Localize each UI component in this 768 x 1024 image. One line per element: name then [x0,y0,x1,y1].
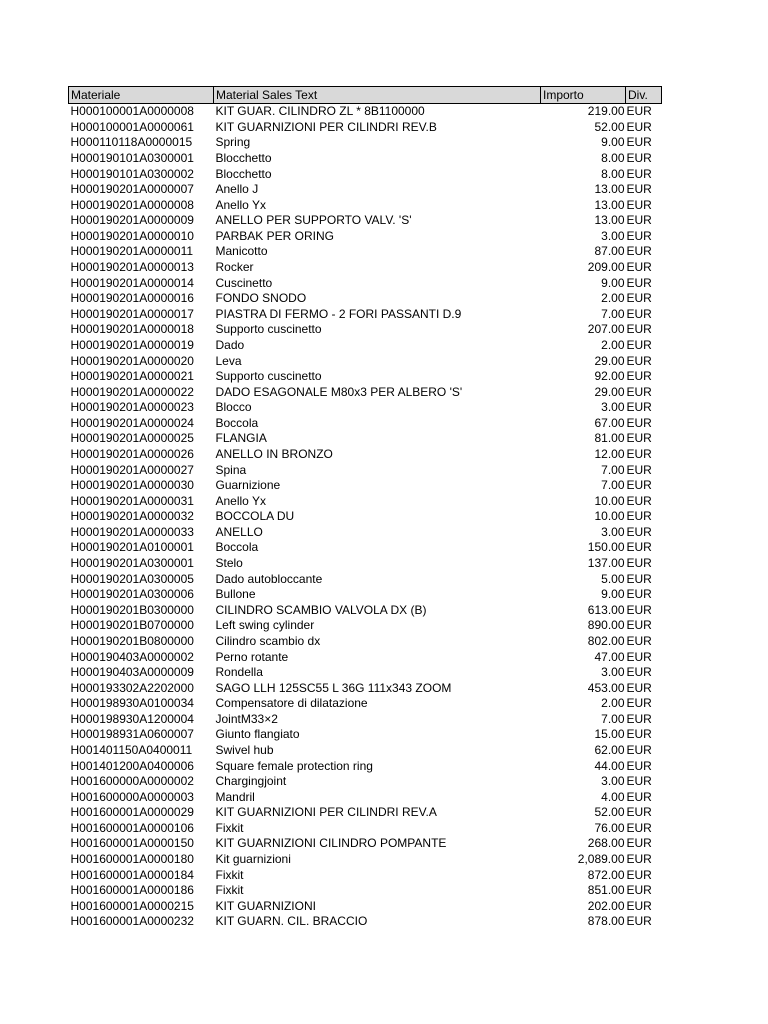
table-row [69,712,662,728]
div-cell: EUR [626,898,652,913]
table-row [69,665,662,681]
material-sales-text-cell: PIASTRA DI FERMO - 2 FORI PASSANTI D.9 [215,306,462,321]
material-code-cell: H001600000A0000003 [70,789,194,804]
div-cell: EUR [626,182,652,197]
material-sales-text-cell: KIT GUARNIZIONI [215,898,316,913]
table-row [69,603,662,619]
div-cell: EUR [626,400,652,415]
div-cell: EUR [626,213,652,228]
table-row [69,540,662,556]
importo-cell: 2.00 [601,337,625,352]
table-row [69,649,662,665]
table-row [69,244,662,260]
material-code-cell: H000190201A0000025 [70,431,194,446]
price-list-table [68,86,662,930]
importo-cell: 7.00 [601,711,625,726]
div-cell: EUR [626,244,652,259]
material-sales-text-cell: Fixkit [215,883,244,898]
div-cell: EUR [626,540,652,555]
importo-cell: 268.00 [587,836,625,851]
table-row [69,743,662,759]
div-cell: EUR [626,696,652,711]
table-row [69,338,662,354]
material-code-cell: H000190201B0700000 [70,618,194,633]
div-cell: EUR [626,135,652,150]
material-code-cell: H000198931A0600007 [70,727,194,742]
material-code-cell: H000190201A0000030 [70,478,194,493]
importo-cell: 3.00 [601,774,625,789]
material-sales-text-cell: Square female protection ring [215,758,373,773]
importo-cell: 202.00 [587,898,625,913]
material-code-cell: H000190201A0000031 [70,493,194,508]
table-row [69,883,662,899]
importo-cell: 150.00 [587,540,625,555]
material-code-cell: H001600001A0000184 [70,867,194,882]
material-sales-text-cell: KIT GUARN. CIL. BRACCIO [215,914,368,929]
div-cell: EUR [626,727,652,742]
importo-cell: 3.00 [601,665,625,680]
material-code-cell: H000190201A0000023 [70,400,194,415]
material-code-cell: H000100001A0000061 [70,119,194,134]
div-cell: EUR [626,758,652,773]
table-row [69,867,662,883]
div-cell: EUR [626,587,652,602]
importo-cell: 12.00 [594,447,625,461]
material-code-cell: H000190201A0000022 [70,384,194,399]
importo-cell: 8.00 [601,151,625,166]
material-code-cell: H001600001A0000150 [70,836,194,851]
material-code-cell: H000190201A0000033 [70,524,194,539]
table-row [69,197,662,213]
importo-cell: 7.00 [601,478,625,493]
material-sales-text-cell: Compensatore di dilatazione [215,696,368,711]
material-code-cell: H000190201A0000020 [70,353,194,368]
div-cell: EUR [626,571,652,586]
table-row [69,291,662,307]
material-code-cell: H001600001A0000029 [70,805,194,820]
header-div: Div. [626,87,662,104]
table-row [69,260,662,276]
material-sales-text-cell: Stelo [215,556,243,571]
material-code-cell: H000190201A0300006 [70,587,194,602]
table-row [69,369,662,385]
material-sales-text-cell: Blocco [215,400,252,415]
material-code-cell: H000190201A0000019 [70,337,194,352]
material-code-cell: H000190201A0000021 [70,369,194,384]
material-sales-text-cell: Spina [215,462,247,477]
div-cell: EUR [626,914,652,929]
div-cell: EUR [626,556,652,571]
material-sales-text-cell: FONDO SNODO [215,291,307,306]
importo-cell: 2,089.00 [577,852,625,867]
table-row [69,789,662,805]
div-cell: EUR [626,151,652,166]
table-row [69,680,662,696]
div-cell: EUR [626,369,652,384]
table-row [69,758,662,774]
material-code-cell: H000190201A0000009 [70,213,194,228]
div-cell: EUR [626,867,652,882]
material-code-cell: H000198930A0100034 [70,696,194,711]
div-cell: EUR [626,711,652,726]
table-row [69,493,662,509]
importo-cell: 62.00 [594,742,625,757]
div-cell: EUR [626,384,652,399]
table-row [69,416,662,432]
importo-cell: 3.00 [601,400,625,415]
table-row [69,571,662,587]
material-code-cell: H001600001A0000186 [70,883,194,898]
div-cell: EUR [626,836,652,851]
div-cell: EUR [626,104,652,119]
material-code-cell: H000190201A0000016 [70,291,194,306]
table-row [69,384,662,400]
div-cell: EUR [626,742,652,757]
table-row [69,587,662,603]
div-cell: EUR [626,447,652,461]
material-sales-text-cell: Dado [215,337,245,352]
importo-cell: 44.00 [594,758,625,773]
table-row [69,462,662,478]
material-sales-text-cell: Chargingjoint [215,774,287,789]
table-row [69,120,662,136]
table-row [69,104,662,120]
material-code-cell: H000190201A0000007 [70,182,194,197]
importo-cell: 52.00 [594,119,625,134]
table-row [69,618,662,634]
material-sales-text-cell: Manicotto [215,244,268,259]
table-row [69,400,662,416]
material-sales-text-cell: Kit guarnizioni [215,852,291,867]
importo-cell: 9.00 [601,587,625,602]
material-code-cell: H001600001A0000215 [70,898,194,913]
material-sales-text-cell: KIT GUAR. CILINDRO ZL * 8B1100000 [215,104,425,119]
material-sales-text-cell: DADO ESAGONALE M80x3 PER ALBERO 'S' [215,384,463,399]
table-row [69,307,662,323]
material-sales-text-cell: Blocchetto [215,151,272,166]
material-code-cell: H000190201A0000008 [70,197,194,212]
importo-cell: 10.00 [594,509,625,524]
material-sales-text-cell: KIT GUARNIZIONI PER CILINDRI REV.A [215,805,437,820]
importo-cell: 13.00 [594,213,625,228]
table-row [69,774,662,790]
table-row [69,836,662,852]
material-sales-text-cell: Anello J [215,182,259,197]
div-cell: EUR [626,493,652,508]
table-row [69,213,662,229]
header-importo: Importo [541,87,626,104]
material-sales-text-cell: FLANGIA [215,431,267,446]
table-row [69,447,662,463]
div-cell: EUR [626,291,652,306]
div-cell: EUR [626,166,652,181]
material-sales-text-cell: ANELLO IN BRONZO [215,447,333,461]
div-cell: EUR [626,602,652,617]
div-cell: EUR [626,509,652,524]
importo-cell: 81.00 [594,431,625,446]
div-cell: EUR [626,431,652,446]
table-row [69,696,662,712]
material-code-cell: H001600000A0000002 [70,774,194,789]
div-cell: EUR [626,322,652,337]
material-sales-text-cell: KIT GUARNIZIONI CILINDRO POMPANTE [215,836,447,851]
material-code-cell: H000198930A1200004 [70,711,194,726]
div-cell: EUR [626,119,652,134]
material-sales-text-cell: Cuscinetto [215,275,273,290]
table-row [69,182,662,198]
material-sales-text-cell: Dado autobloccante [215,571,323,586]
importo-cell: 10.00 [594,493,625,508]
table-row [69,914,662,930]
material-code-cell: H000190201A0000024 [70,415,194,430]
material-code-cell: H000190403A0000009 [70,665,194,680]
importo-cell: 67.00 [594,415,625,430]
importo-cell: 13.00 [594,182,625,197]
importo-cell: 4.00 [601,789,625,804]
table-row [69,852,662,868]
div-cell: EUR [626,680,652,695]
div-cell: EUR [626,774,652,789]
material-code-cell: H000190101A0300002 [70,166,194,181]
material-code-cell: H000190201A0300005 [70,571,194,586]
material-sales-text-cell: CILINDRO SCAMBIO VALVOLA DX (B) [215,602,427,617]
importo-cell: 2.00 [601,696,625,711]
header-material-sales-text: Material Sales Text [214,87,541,104]
material-code-cell: H000190201B0300000 [70,602,194,617]
material-sales-text-cell: Blocchetto [215,166,272,181]
material-code-cell: H000190403A0000002 [70,649,194,664]
div-cell: EUR [626,462,652,477]
header-row [69,87,662,104]
material-sales-text-cell: KIT GUARNIZIONI PER CILINDRI REV.B [215,119,437,134]
div-cell: EUR [626,633,652,648]
header-materiale: Materiale [69,87,214,104]
importo-cell: 5.00 [601,571,625,586]
importo-cell: 209.00 [587,260,625,275]
table-row [69,727,662,743]
importo-cell: 29.00 [594,384,625,399]
div-cell: EUR [626,306,652,321]
material-sales-text-cell: Left swing cylinder [215,618,315,633]
importo-cell: 207.00 [587,322,625,337]
material-sales-text-cell: PARBAK PER ORING [215,228,334,243]
material-sales-text-cell: JointM33×2 [215,711,278,726]
table-row [69,898,662,914]
material-sales-text-cell: Fixkit [215,867,244,882]
div-cell: EUR [626,805,652,820]
material-sales-text-cell: Perno rotante [215,649,289,664]
div-cell: EUR [626,618,652,633]
material-code-cell: H001401200A0400006 [70,758,194,773]
table-row [69,821,662,837]
material-code-cell: H001401150A0400011 [70,742,193,757]
table-row [69,805,662,821]
div-cell: EUR [626,260,652,275]
importo-cell: 13.00 [594,197,625,212]
div-cell: EUR [626,649,652,664]
material-code-cell: H000190201A0000017 [70,306,194,321]
material-code-cell: H000110118A0000015 [70,135,193,150]
importo-cell: 15.00 [594,727,625,742]
material-code-cell: H000190201A0000011 [70,244,194,259]
material-sales-text-cell: Giunto flangiato [215,727,300,742]
div-cell: EUR [626,883,652,898]
importo-cell: 802.00 [587,633,625,648]
importo-cell: 2.00 [601,291,625,306]
material-code-cell: H001600001A0000232 [70,914,194,929]
material-code-cell: H000190201A0000013 [70,260,194,275]
importo-cell: 7.00 [601,462,625,477]
material-sales-text-cell: Supporto cuscinetto [215,322,322,337]
material-code-cell: H000190201A0000018 [70,322,194,337]
material-sales-text-cell: SAGO LLH 125SC55 L 36G 111x343 ZOOM [215,680,452,695]
material-sales-text-cell: Rocker [215,260,254,275]
div-cell: EUR [626,353,652,368]
table-row [69,229,662,245]
material-sales-text-cell: Cilindro scambio dx [215,633,321,648]
div-cell: EUR [626,665,652,680]
material-sales-text-cell: Mandril [215,789,255,804]
price-list-sheet [68,86,661,930]
div-cell: EUR [626,228,652,243]
importo-cell: 7.00 [601,306,625,321]
material-code-cell: H000190201A0100001 [70,540,194,555]
table-row [69,275,662,291]
material-sales-text-cell: Anello Yx [215,493,266,508]
importo-cell: 890.00 [587,618,625,633]
material-code-cell: H000100001A0000008 [70,104,194,119]
importo-cell: 3.00 [601,524,625,539]
div-cell: EUR [626,820,652,835]
material-sales-text-cell: Fixkit [215,820,244,835]
material-sales-text-cell: Leva [215,353,242,368]
material-sales-text-cell: Rondella [215,665,263,680]
table-row [69,135,662,151]
div-cell: EUR [626,197,652,212]
div-cell: EUR [626,275,652,290]
importo-cell: 3.00 [601,228,625,243]
material-sales-text-cell: ANELLO [215,524,263,539]
importo-cell: 878.00 [587,914,625,929]
importo-cell: 137.00 [587,556,625,571]
div-cell: EUR [626,524,652,539]
importo-cell: 9.00 [601,135,625,150]
importo-cell: 92.00 [594,369,625,384]
importo-cell: 47.00 [594,649,625,664]
div-cell: EUR [626,478,652,493]
material-sales-text-cell: Boccola [215,540,259,555]
material-sales-text-cell: Bullone [215,587,256,602]
importo-cell: 9.00 [601,275,625,290]
importo-cell: 8.00 [601,166,625,181]
material-sales-text-cell: Boccola [215,415,259,430]
material-sales-text-cell: Swivel hub [215,742,274,757]
div-cell: EUR [626,337,652,352]
material-sales-text-cell: ANELLO PER SUPPORTO VALV. 'S' [215,213,412,228]
table-row [69,478,662,494]
table-row [69,525,662,541]
material-code-cell: H001600001A0000180 [70,852,194,867]
material-code-cell: H000190201A0000032 [70,509,194,524]
importo-cell: 851.00 [587,883,625,898]
importo-cell: 87.00 [594,244,625,259]
div-cell: EUR [626,789,652,804]
table-row [69,556,662,572]
importo-cell: 76.00 [594,820,625,835]
material-sales-text-cell: BOCCOLA DU [215,509,295,524]
div-cell: EUR [626,415,652,430]
material-code-cell: H000190201A0300001 [70,556,194,571]
importo-cell: 872.00 [587,867,625,882]
table-row [69,353,662,369]
material-sales-text-cell: Supporto cuscinetto [215,369,322,384]
importo-cell: 453.00 [587,680,625,695]
material-code-cell: H000190201B0800000 [70,633,194,648]
importo-cell: 613.00 [587,602,625,617]
table-row [69,166,662,182]
material-code-cell: H000190101A0300001 [70,151,194,166]
table-row [69,431,662,447]
material-code-cell: H000190201A0000014 [70,275,194,290]
material-code-cell: H000190201A0000026 [70,447,194,461]
material-code-cell: H001600001A0000106 [70,820,194,835]
div-cell: EUR [626,852,652,867]
importo-cell: 29.00 [594,353,625,368]
material-code-cell: H000190201A0000010 [70,228,194,243]
material-code-cell: H000193302A2202000 [70,680,194,695]
material-code-cell: H000190201A0000027 [70,462,194,477]
material-sales-text-cell: Anello Yx [215,197,266,212]
table-row [69,634,662,650]
material-sales-text-cell: Spring [215,135,251,150]
importo-cell: 52.00 [594,805,625,820]
table-row [69,151,662,167]
material-sales-text-cell: Guarnizione [215,478,281,493]
table-row [69,509,662,525]
importo-cell: 219.00 [587,104,625,119]
table-row [69,322,662,338]
